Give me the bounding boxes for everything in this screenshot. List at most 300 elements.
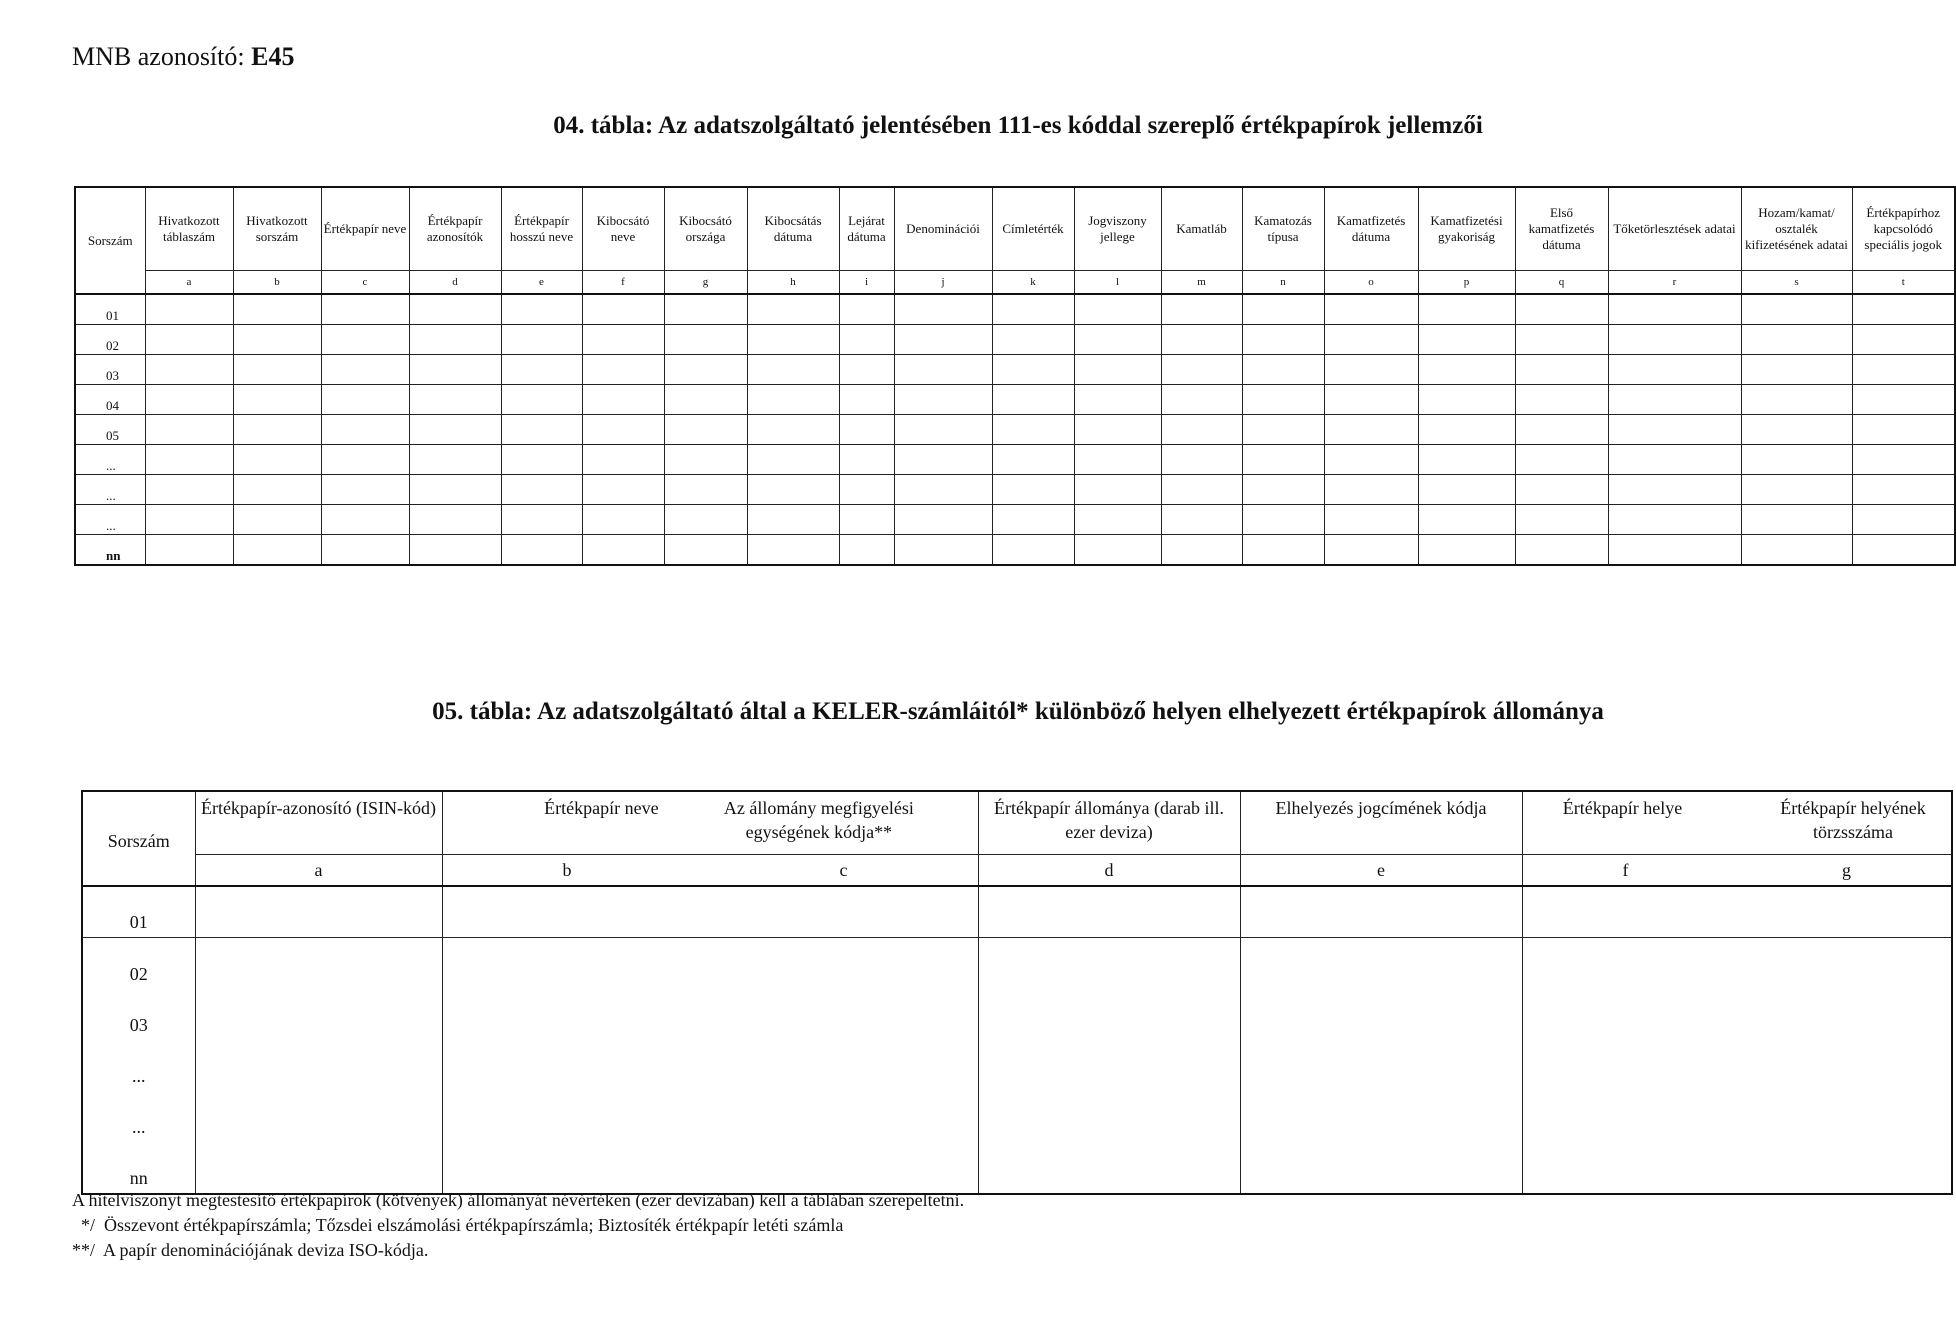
data-cell[interactable] [1418, 385, 1515, 415]
data-cell[interactable] [894, 535, 992, 566]
data-cell[interactable] [409, 385, 501, 415]
data-cell[interactable] [1161, 385, 1242, 415]
data-cell[interactable] [1515, 505, 1608, 535]
data-cell[interactable] [145, 475, 233, 505]
column-header: Tőketörlesztések adatai [1608, 187, 1741, 271]
column-header: Lejárat dátuma [839, 187, 894, 271]
mnb-code: E45 [251, 42, 295, 71]
data-cell[interactable] [1522, 1040, 1952, 1091]
col-b-header: Értékpapír neve [544, 798, 659, 818]
column-letter: m [1161, 271, 1242, 295]
row-number: nn [75, 535, 145, 566]
data-cell[interactable] [978, 938, 1240, 990]
data-cell[interactable] [233, 475, 321, 505]
data-cell[interactable] [1324, 445, 1418, 475]
sorszam-header: Sorszám [82, 791, 195, 886]
data-cell[interactable] [1240, 938, 1522, 990]
data-cell[interactable] [1418, 325, 1515, 355]
data-cell[interactable] [894, 385, 992, 415]
data-cell[interactable] [1522, 989, 1952, 1040]
row-number: ... [82, 1091, 195, 1142]
column-header: Címletérték [992, 187, 1074, 271]
data-cell[interactable] [1741, 475, 1852, 505]
footnote-main: A hitelviszonyt megtestesítő értékpapírok (kötvények) állományát névértéken (ezer devizában) kell a táblában szerepeltetni. [72, 1190, 965, 1210]
table-row [82, 938, 1952, 990]
data-cell[interactable] [1852, 475, 1955, 505]
data-cell[interactable] [1741, 325, 1852, 355]
data-cell[interactable] [195, 1142, 442, 1194]
data-cell[interactable] [978, 1142, 1240, 1194]
data-cell[interactable] [747, 535, 839, 566]
data-cell[interactable] [978, 886, 1240, 938]
data-cell[interactable] [409, 445, 501, 475]
data-cell[interactable] [1074, 505, 1161, 535]
data-cell[interactable] [894, 294, 992, 325]
data-cell[interactable] [1418, 445, 1515, 475]
data-cell[interactable] [839, 535, 894, 566]
data-cell[interactable] [664, 535, 747, 566]
data-cell[interactable] [195, 938, 442, 990]
row-number: 02 [75, 325, 145, 355]
data-cell[interactable] [501, 415, 582, 445]
data-cell[interactable] [233, 445, 321, 475]
data-cell[interactable] [582, 475, 664, 505]
data-cell[interactable] [1324, 325, 1418, 355]
data-cell[interactable] [321, 475, 409, 505]
data-cell[interactable] [582, 535, 664, 566]
data-cell[interactable] [1242, 415, 1324, 445]
data-cell[interactable] [145, 294, 233, 325]
data-cell[interactable] [233, 385, 321, 415]
data-cell[interactable] [1852, 294, 1955, 325]
data-cell[interactable] [321, 325, 409, 355]
data-cell[interactable] [664, 475, 747, 505]
data-cell[interactable] [582, 415, 664, 445]
data-cell[interactable] [1608, 415, 1741, 445]
data-cell[interactable] [978, 1091, 1240, 1142]
column-letter: a [145, 271, 233, 295]
data-cell[interactable] [233, 415, 321, 445]
data-cell[interactable] [1418, 505, 1515, 535]
data-cell[interactable] [839, 325, 894, 355]
data-cell[interactable] [1515, 475, 1608, 505]
data-cell[interactable] [747, 294, 839, 325]
data-cell[interactable] [1741, 415, 1852, 445]
column-header: Hivatkozott táblaszám [145, 187, 233, 271]
data-cell[interactable] [145, 355, 233, 385]
data-cell[interactable] [321, 385, 409, 415]
col-letter: c [839, 859, 848, 880]
data-cell[interactable] [145, 445, 233, 475]
data-cell[interactable] [839, 294, 894, 325]
data-cell[interactable] [1324, 535, 1418, 566]
data-cell[interactable] [992, 325, 1074, 355]
data-cell[interactable] [747, 445, 839, 475]
data-cell[interactable] [233, 535, 321, 566]
data-cell[interactable] [1608, 355, 1741, 385]
table-04-title: 04. tábla: Az adatszolgáltató jelentésében 111-es kóddal szereplő értékpapírok jellemzői [553, 112, 1483, 139]
footnote-double-star: **/ A papír denominációjának deviza ISO-kódja. [72, 1240, 429, 1260]
data-cell[interactable] [582, 325, 664, 355]
table-row [82, 886, 1952, 938]
data-cell[interactable] [839, 445, 894, 475]
data-cell[interactable] [195, 1040, 442, 1091]
data-cell[interactable] [321, 415, 409, 445]
data-cell[interactable] [1515, 294, 1608, 325]
data-cell[interactable] [409, 535, 501, 566]
col-letter: e [1240, 855, 1522, 887]
data-cell[interactable] [321, 294, 409, 325]
data-cell[interactable] [664, 415, 747, 445]
data-cell[interactable] [664, 445, 747, 475]
table-row [82, 1040, 1952, 1091]
data-cell[interactable] [442, 886, 978, 938]
data-cell[interactable] [1515, 415, 1608, 445]
data-cell[interactable] [1515, 325, 1608, 355]
data-cell[interactable] [442, 1142, 978, 1194]
data-cell[interactable] [894, 445, 992, 475]
data-cell[interactable] [992, 445, 1074, 475]
data-cell[interactable] [747, 475, 839, 505]
data-cell[interactable] [1074, 445, 1161, 475]
data-cell[interactable] [1608, 445, 1741, 475]
data-cell[interactable] [1074, 535, 1161, 566]
data-cell[interactable] [1418, 535, 1515, 566]
data-cell[interactable] [1324, 355, 1418, 385]
column-header: Jogviszony jellege [1074, 187, 1161, 271]
data-cell[interactable] [233, 325, 321, 355]
data-cell[interactable] [409, 355, 501, 385]
data-cell[interactable] [1324, 294, 1418, 325]
data-cell[interactable] [1242, 385, 1324, 415]
data-cell[interactable] [839, 505, 894, 535]
column-header: Hivatkozott sorszám [233, 187, 321, 271]
table-04 [74, 186, 1956, 566]
data-cell[interactable] [1515, 355, 1608, 385]
data-cell[interactable] [839, 415, 894, 445]
row-number: 01 [82, 886, 195, 938]
data-cell[interactable] [992, 415, 1074, 445]
table-row [82, 1142, 1952, 1194]
data-cell[interactable] [1852, 325, 1955, 355]
data-cell[interactable] [442, 938, 978, 990]
col-letter-bc [442, 855, 978, 887]
data-cell[interactable] [582, 505, 664, 535]
data-cell[interactable] [1324, 505, 1418, 535]
data-cell[interactable] [894, 475, 992, 505]
data-cell[interactable] [664, 325, 747, 355]
data-cell[interactable] [1852, 505, 1955, 535]
data-cell[interactable] [1741, 535, 1852, 566]
data-cell[interactable] [1240, 1040, 1522, 1091]
data-cell[interactable] [1242, 355, 1324, 385]
data-cell[interactable] [1852, 535, 1955, 566]
data-cell[interactable] [145, 325, 233, 355]
col-letter: d [978, 855, 1240, 887]
data-cell[interactable] [664, 294, 747, 325]
data-cell[interactable] [992, 475, 1074, 505]
data-cell[interactable] [1741, 445, 1852, 475]
column-letter: l [1074, 271, 1161, 295]
data-cell[interactable] [501, 535, 582, 566]
data-cell[interactable] [1242, 535, 1324, 566]
data-cell[interactable] [1074, 415, 1161, 445]
data-cell[interactable] [1074, 475, 1161, 505]
column-letter: j [894, 271, 992, 295]
data-cell[interactable] [1418, 355, 1515, 385]
column-letter: k [992, 271, 1074, 295]
col-f-header: Értékpapír helye [1562, 798, 1683, 818]
data-cell[interactable] [978, 989, 1240, 1040]
column-letter: i [839, 271, 894, 295]
data-cell[interactable] [1161, 294, 1242, 325]
column-letter: g [664, 271, 747, 295]
data-cell[interactable] [1418, 294, 1515, 325]
table-row [75, 325, 1955, 355]
data-cell[interactable] [894, 355, 992, 385]
footnotes [72, 1188, 964, 1263]
data-cell[interactable] [839, 385, 894, 415]
data-cell[interactable] [664, 385, 747, 415]
data-cell[interactable] [664, 505, 747, 535]
data-cell[interactable] [233, 294, 321, 325]
data-cell[interactable] [1741, 385, 1852, 415]
data-cell[interactable] [1074, 325, 1161, 355]
data-cell[interactable] [409, 505, 501, 535]
data-cell[interactable] [582, 385, 664, 415]
footnote-single-star: */ Összevont értékpapírszámla; Tőzsdei elszámolási értékpapírszámla; Biztosíték értékpapír letéti számla [72, 1215, 844, 1235]
data-cell[interactable] [195, 1091, 442, 1142]
data-cell[interactable] [747, 385, 839, 415]
data-cell[interactable] [1608, 294, 1741, 325]
data-cell[interactable] [1240, 989, 1522, 1040]
data-cell[interactable] [992, 385, 1074, 415]
data-cell[interactable] [1608, 475, 1741, 505]
row-number: nn [82, 1142, 195, 1194]
row-number: ... [82, 1040, 195, 1091]
data-cell[interactable] [501, 385, 582, 415]
table-05-header-row [82, 791, 1952, 855]
col-bc-header [442, 791, 978, 855]
col-d-header: Értékpapír állománya (darab ill. ezer deviza) [978, 791, 1240, 855]
data-cell[interactable] [978, 1040, 1240, 1091]
data-cell[interactable] [321, 355, 409, 385]
data-cell[interactable] [664, 355, 747, 385]
data-cell[interactable] [233, 355, 321, 385]
data-cell[interactable] [1608, 535, 1741, 566]
data-cell[interactable] [1074, 355, 1161, 385]
column-header: Denominációi [894, 187, 992, 271]
mnb-identifier [72, 42, 294, 72]
data-cell[interactable] [145, 505, 233, 535]
data-cell[interactable] [1608, 385, 1741, 415]
row-number: ... [75, 505, 145, 535]
data-cell[interactable] [1161, 415, 1242, 445]
data-cell[interactable] [409, 475, 501, 505]
data-cell[interactable] [1324, 385, 1418, 415]
col-letter-fg [1522, 855, 1952, 887]
column-letter: o [1324, 271, 1418, 295]
table-row [75, 505, 1955, 535]
row-number: 02 [82, 938, 195, 990]
col-c-header: Az állomány megfigyelési egységének kódja** [723, 798, 914, 842]
column-letter: h [747, 271, 839, 295]
data-cell[interactable] [1418, 415, 1515, 445]
data-cell[interactable] [501, 294, 582, 325]
data-cell[interactable] [1852, 445, 1955, 475]
data-cell[interactable] [582, 445, 664, 475]
data-cell[interactable] [1242, 325, 1324, 355]
column-header: Kamatláb [1161, 187, 1242, 271]
table-row [75, 355, 1955, 385]
data-cell[interactable] [442, 989, 978, 1040]
row-number: 04 [75, 385, 145, 415]
data-cell[interactable] [839, 475, 894, 505]
row-number: 01 [75, 294, 145, 325]
column-letter: f [582, 271, 664, 295]
col-letter: f [1622, 859, 1629, 880]
data-cell[interactable] [1242, 475, 1324, 505]
data-cell[interactable] [1608, 505, 1741, 535]
data-cell[interactable] [1515, 385, 1608, 415]
data-cell[interactable] [894, 415, 992, 445]
data-cell[interactable] [1074, 294, 1161, 325]
data-cell[interactable] [1515, 535, 1608, 566]
data-cell[interactable] [1240, 1142, 1522, 1194]
column-letter: e [501, 271, 582, 295]
data-cell[interactable] [1242, 294, 1324, 325]
data-cell[interactable] [1522, 938, 1952, 990]
data-cell[interactable] [1161, 535, 1242, 566]
col-letter: g [1842, 859, 1851, 880]
data-cell[interactable] [442, 1040, 978, 1091]
data-cell[interactable] [1324, 475, 1418, 505]
data-cell[interactable] [321, 535, 409, 566]
data-cell[interactable] [1741, 505, 1852, 535]
data-cell[interactable] [321, 505, 409, 535]
data-cell[interactable] [894, 325, 992, 355]
data-cell[interactable] [442, 1091, 978, 1142]
data-cell[interactable] [1608, 325, 1741, 355]
data-cell[interactable] [145, 535, 233, 566]
data-cell[interactable] [992, 535, 1074, 566]
col-letter: b [562, 859, 572, 880]
data-cell[interactable] [1161, 325, 1242, 355]
data-cell[interactable] [1522, 1091, 1952, 1142]
col-e-header: Elhelyezés jogcímének kódja [1240, 791, 1522, 855]
data-cell[interactable] [501, 445, 582, 475]
column-header: Kibocsátó neve [582, 187, 664, 271]
data-cell[interactable] [501, 505, 582, 535]
data-cell[interactable] [894, 505, 992, 535]
data-cell[interactable] [1741, 355, 1852, 385]
col-a-header: Értékpapír-azonosító (ISIN-kód) [195, 791, 442, 855]
column-letter: p [1418, 271, 1515, 295]
data-cell[interactable] [747, 415, 839, 445]
column-letter: q [1515, 271, 1608, 295]
data-cell[interactable] [582, 355, 664, 385]
data-cell[interactable] [1240, 886, 1522, 938]
column-header: Első kamatfizetés dátuma [1515, 187, 1608, 271]
data-cell[interactable] [501, 475, 582, 505]
data-cell[interactable] [1515, 445, 1608, 475]
column-header: Értékpapírhoz kapcsolódó speciális jogok [1852, 187, 1955, 271]
data-cell[interactable] [1161, 355, 1242, 385]
column-letter: t [1852, 271, 1955, 295]
data-cell[interactable] [1418, 475, 1515, 505]
table-05-title: 05. tábla: Az adatszolgáltató által a KELER-számláitól* különböző helyen elhelyezett értékpapírok állománya [432, 698, 1604, 725]
column-letter: c [321, 271, 409, 295]
data-cell[interactable] [1242, 505, 1324, 535]
row-number: ... [75, 475, 145, 505]
column-header: Kibocsátó országa [664, 187, 747, 271]
column-letter: r [1608, 271, 1741, 295]
data-cell[interactable] [195, 989, 442, 1040]
mnb-label: MNB azonosító: [72, 42, 245, 71]
table-row [75, 415, 1955, 445]
data-cell[interactable] [501, 325, 582, 355]
table-row [75, 445, 1955, 475]
data-cell[interactable] [409, 294, 501, 325]
data-cell[interactable] [195, 886, 442, 938]
row-number: ... [75, 445, 145, 475]
data-cell[interactable] [1852, 355, 1955, 385]
data-cell[interactable] [1074, 385, 1161, 415]
data-cell[interactable] [145, 385, 233, 415]
data-cell[interactable] [1324, 415, 1418, 445]
table-row [75, 294, 1955, 325]
data-cell[interactable] [747, 325, 839, 355]
column-letter: n [1242, 271, 1324, 295]
data-cell[interactable] [1741, 294, 1852, 325]
data-cell[interactable] [1522, 1142, 1952, 1194]
row-number: 05 [75, 415, 145, 445]
data-cell[interactable] [1242, 445, 1324, 475]
data-cell[interactable] [839, 355, 894, 385]
data-cell[interactable] [321, 445, 409, 475]
data-cell[interactable] [992, 294, 1074, 325]
data-cell[interactable] [1161, 445, 1242, 475]
data-cell[interactable] [1240, 1091, 1522, 1142]
column-letter: d [409, 271, 501, 295]
data-cell[interactable] [233, 505, 321, 535]
row-number: 03 [82, 989, 195, 1040]
data-cell[interactable] [145, 415, 233, 445]
data-cell[interactable] [992, 505, 1074, 535]
table-row [82, 1091, 1952, 1142]
data-cell[interactable] [747, 505, 839, 535]
data-cell[interactable] [1161, 505, 1242, 535]
table-row [82, 989, 1952, 1040]
data-cell[interactable] [1852, 415, 1955, 445]
data-cell[interactable] [1522, 886, 1952, 938]
row-number: 03 [75, 355, 145, 385]
col-letter: a [195, 855, 442, 887]
col-fg-header [1522, 791, 1952, 855]
data-cell[interactable] [992, 355, 1074, 385]
table-row [75, 475, 1955, 505]
data-cell[interactable] [409, 415, 501, 445]
data-cell[interactable] [747, 355, 839, 385]
table-05-letter-row [82, 855, 1952, 887]
data-cell[interactable] [1161, 475, 1242, 505]
data-cell[interactable] [501, 355, 582, 385]
data-cell[interactable] [409, 325, 501, 355]
column-header: Kamatfizetés dátuma [1324, 187, 1418, 271]
table-row [75, 385, 1955, 415]
data-cell[interactable] [1852, 385, 1955, 415]
data-cell[interactable] [582, 294, 664, 325]
